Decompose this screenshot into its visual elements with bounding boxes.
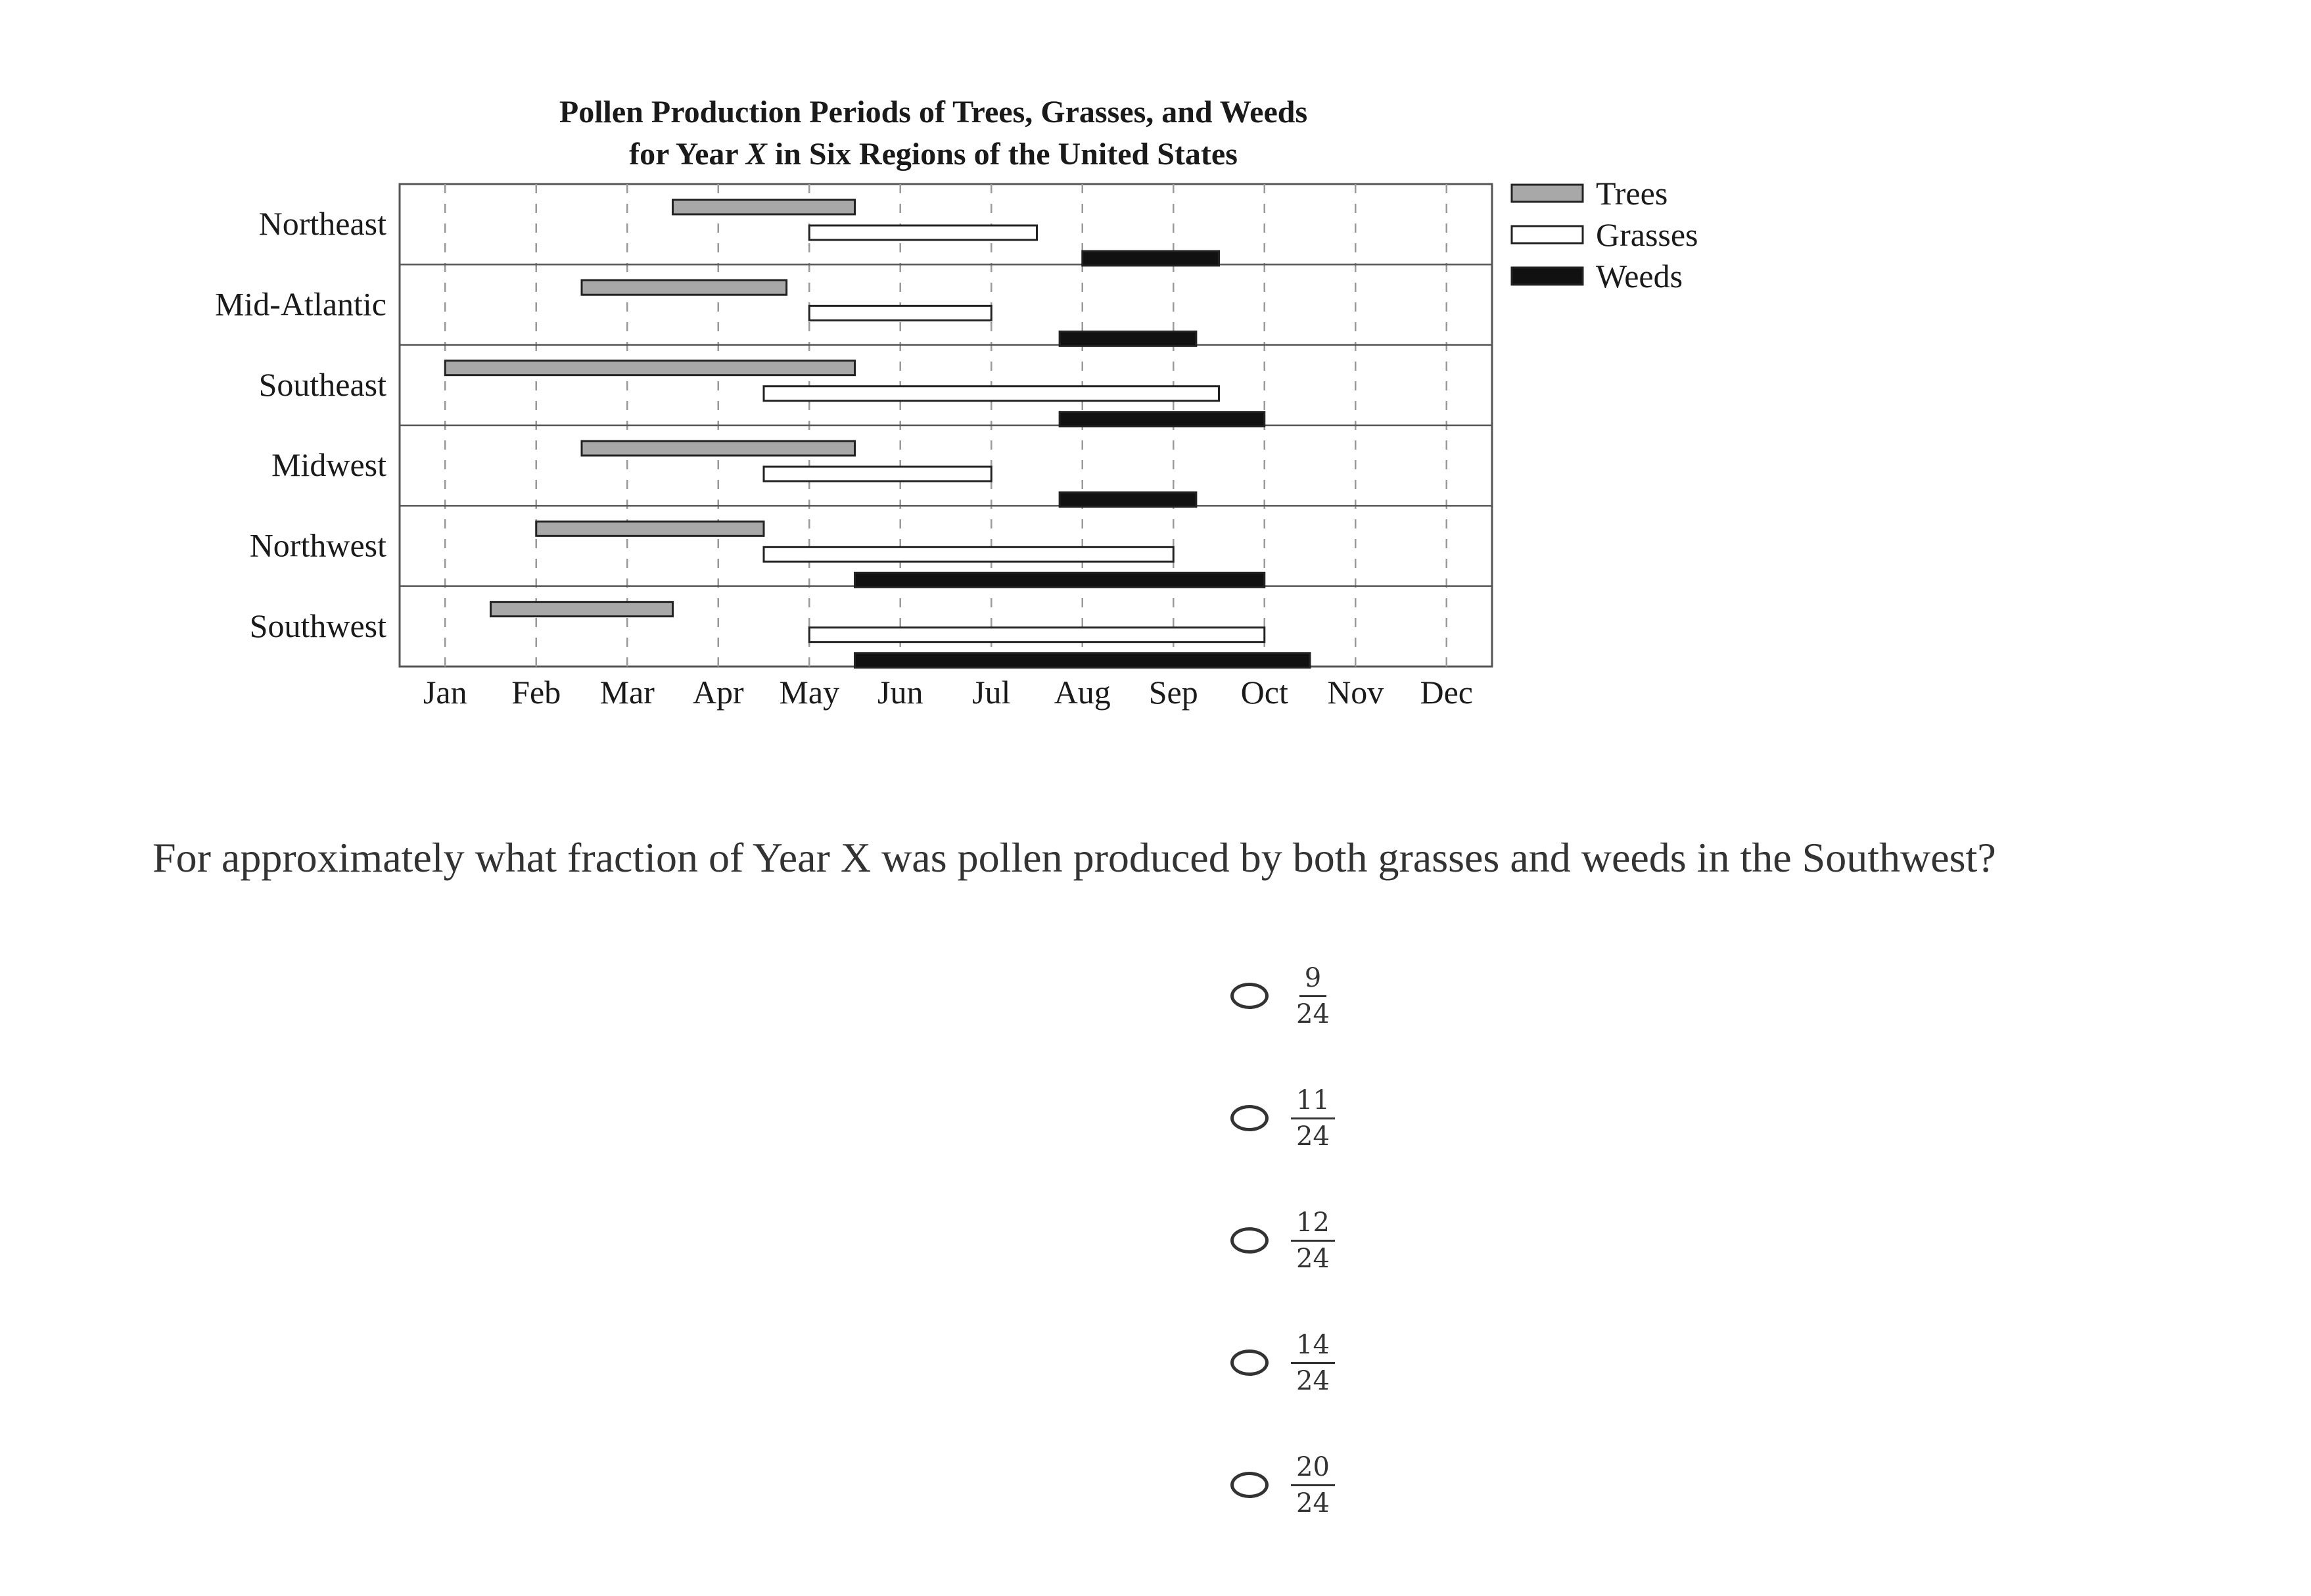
southwest-weeds-bar [855, 653, 1311, 668]
fraction-denominator: 24 [1296, 1243, 1330, 1274]
northeast-weeds-bar [1083, 251, 1219, 266]
month-label-aug: Aug [1054, 674, 1111, 711]
month-label-apr: Apr [692, 674, 744, 711]
northwest-trees-bar [536, 521, 764, 536]
midwest-trees-bar [582, 441, 855, 456]
mid-atlantic-grasses-bar [809, 306, 991, 320]
fraction [1291, 1330, 1335, 1396]
northwest-weeds-bar [855, 573, 1265, 587]
region-label-midwest: Midwest [271, 446, 386, 484]
legend [1512, 175, 1698, 294]
legend-label-grasses: Grasses [1596, 216, 1698, 253]
northeast-trees-bar [673, 200, 855, 214]
fraction-numerator: 9 [1299, 964, 1326, 997]
legend-swatch-grasses [1512, 226, 1583, 243]
month-label-jul: Jul [972, 674, 1011, 711]
radio-button[interactable] [1230, 1227, 1269, 1254]
month-label-nov: Nov [1327, 674, 1384, 711]
question-text: For approximately what fraction of Year X was pollen produced by both grasses and weeds in the Southwest? [152, 834, 1996, 881]
month-label-sep: Sep [1148, 674, 1198, 711]
fraction-numerator: 11 [1291, 1086, 1335, 1119]
southeast-grasses-bar [764, 387, 1219, 401]
fraction [1291, 1086, 1335, 1151]
fraction-numerator: 20 [1291, 1453, 1335, 1486]
northwest-grasses-bar [764, 547, 1173, 561]
month-label-feb: Feb [511, 674, 561, 711]
legend-label-trees: Trees [1596, 175, 1668, 212]
southeast-weeds-bar [1060, 412, 1265, 427]
fraction [1291, 964, 1335, 1029]
region-label-northwest: Northwest [249, 527, 386, 564]
southwest-trees-bar [491, 602, 673, 617]
mid-atlantic-trees-bar [582, 280, 787, 294]
answer-choice-2[interactable] [1230, 1075, 1335, 1161]
month-label-oct: Oct [1240, 674, 1288, 711]
answer-choice-5[interactable] [1230, 1442, 1335, 1528]
legend-swatch-trees [1512, 185, 1583, 202]
chart-title-line-2: for Year X in Six Regions of the United States [629, 137, 1238, 172]
northeast-grasses-bar [809, 225, 1037, 240]
southeast-trees-bar [445, 361, 854, 375]
region-label-southeast: Southeast [258, 365, 386, 403]
fraction [1291, 1208, 1335, 1273]
answer-choice-3[interactable] [1230, 1198, 1335, 1283]
month-label-mar: Mar [599, 674, 655, 711]
chart-title-line-1: Pollen Production Periods of Trees, Grasses, and Weeds [559, 95, 1308, 129]
radio-button[interactable] [1230, 983, 1269, 1009]
mid-atlantic-weeds-bar [1060, 331, 1196, 346]
month-label-jun: Jun [877, 674, 923, 711]
plot-area [215, 184, 1492, 711]
midwest-grasses-bar [764, 467, 991, 481]
region-label-southwest: Southwest [249, 607, 386, 644]
radio-button[interactable] [1230, 1350, 1269, 1376]
region-label-mid-atlantic: Mid-Atlantic [214, 285, 386, 323]
legend-swatch-weeds [1512, 268, 1583, 285]
radio-button[interactable] [1230, 1105, 1269, 1131]
region-label-northeast: Northeast [258, 205, 386, 243]
answer-choice-1[interactable] [1230, 953, 1335, 1039]
month-label-dec: Dec [1420, 674, 1473, 711]
fraction [1291, 1453, 1335, 1518]
month-label-may: May [779, 674, 840, 711]
fraction-denominator: 24 [1296, 1121, 1330, 1152]
answer-choice-4[interactable] [1230, 1320, 1335, 1405]
fraction-numerator: 12 [1291, 1208, 1335, 1242]
legend-label-weeds: Weeds [1596, 258, 1683, 294]
fraction-denominator: 24 [1296, 1365, 1330, 1396]
fraction-denominator: 24 [1296, 1488, 1330, 1518]
fraction-denominator: 24 [1296, 998, 1330, 1029]
midwest-weeds-bar [1060, 492, 1196, 507]
southwest-grasses-bar [809, 628, 1265, 642]
month-label-jan: Jan [423, 674, 467, 711]
fraction-numerator: 14 [1291, 1330, 1335, 1364]
radio-button[interactable] [1230, 1472, 1269, 1498]
pollen-chart [0, 0, 1775, 736]
